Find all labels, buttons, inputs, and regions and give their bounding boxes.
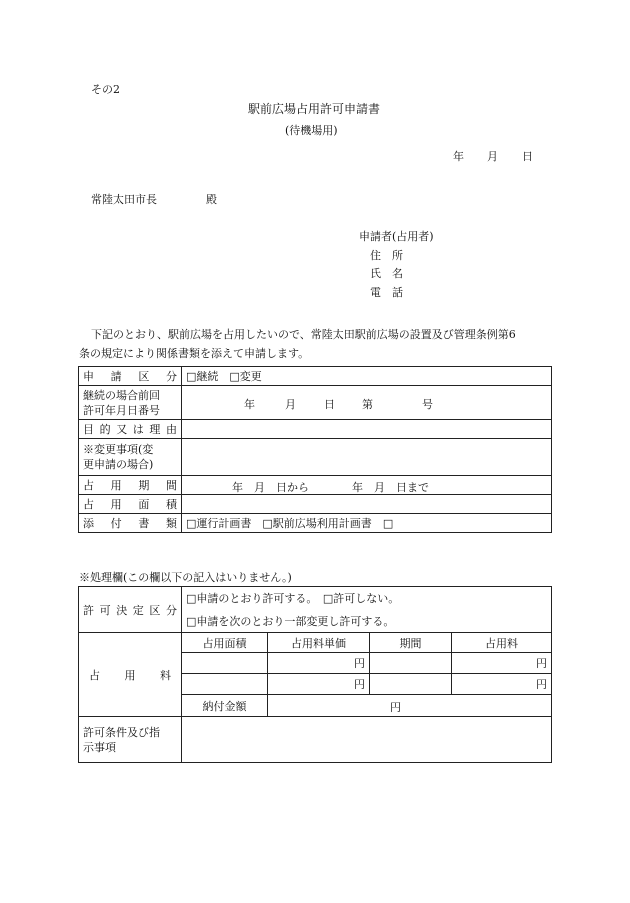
checkbox-partial-approve[interactable]: □申請を次のとおり一部変更し許可する。 bbox=[186, 614, 395, 628]
date-month: 月 bbox=[487, 150, 498, 163]
intro-line-1: 下記のとおり、駅前広場を占用したいので、常陸太田駅前広場の設置及び管理条例第6 bbox=[91, 328, 516, 341]
fee-amount-1[interactable]: 円 bbox=[452, 653, 552, 674]
previous-permit-field[interactable]: 年 月 日 第 号 bbox=[182, 386, 552, 420]
payment-label: 納付金額 bbox=[182, 695, 268, 717]
fee-period-1[interactable] bbox=[370, 653, 452, 674]
fee-unit-1[interactable]: 円 bbox=[268, 653, 370, 674]
row-previous-permit bbox=[79, 386, 552, 420]
date-year: 年 bbox=[453, 150, 464, 163]
row-period bbox=[79, 476, 552, 495]
honorific: 殿 bbox=[206, 193, 217, 206]
applicant-phone-label: 電 話 bbox=[370, 286, 403, 299]
checkbox-operation-plan[interactable]: □運行計画書 bbox=[186, 517, 252, 530]
application-table bbox=[78, 366, 552, 533]
document-subtitle: (待機場用) bbox=[285, 124, 338, 137]
checkbox-other[interactable]: □ bbox=[382, 517, 394, 530]
fee-area-2[interactable] bbox=[182, 674, 268, 695]
row-fee-header bbox=[79, 633, 552, 653]
applicant-address-label: 住 所 bbox=[370, 249, 403, 262]
fee-amount-2[interactable]: 円 bbox=[452, 674, 552, 695]
fee-area-1[interactable] bbox=[182, 653, 268, 674]
conditions-label: 許可条件及び指 示事項 bbox=[79, 717, 182, 763]
period-field[interactable]: 年 月 日から 年 月 日まで bbox=[182, 476, 552, 495]
addressee: 常陸太田市長 bbox=[91, 193, 157, 206]
row-decision-1 bbox=[79, 587, 552, 610]
row-change-items bbox=[79, 439, 552, 476]
area-field[interactable] bbox=[182, 495, 552, 514]
conditions-field[interactable] bbox=[182, 717, 552, 763]
checkbox-approve[interactable]: □申請のとおり許可する。 bbox=[186, 592, 312, 606]
row-purpose bbox=[79, 420, 552, 439]
fee-label: 占 用 料 bbox=[89, 668, 171, 682]
processing-heading: ※処理欄(この欄以下の記入はいりません。) bbox=[79, 571, 292, 584]
col-area: 占用面積 bbox=[182, 633, 268, 653]
applicant-heading: 申請者(占用者) bbox=[359, 230, 434, 243]
row-conditions bbox=[79, 717, 552, 763]
application-type-label: 申 請 区 分 bbox=[83, 370, 177, 383]
form-number: その2 bbox=[91, 83, 120, 96]
payment-amount[interactable]: 円 bbox=[268, 695, 552, 717]
attachments-label: 添 付 書 類 bbox=[83, 517, 177, 530]
processing-table bbox=[78, 586, 552, 763]
change-items-field[interactable] bbox=[182, 439, 552, 476]
previous-permit-label: 継続の場合前回 許可年月日番号 bbox=[79, 386, 182, 420]
intro-line-2: 条の規定により関係書類を添えて申請します。 bbox=[79, 347, 310, 360]
change-items-label: ※変更事項(変 更申請の場合) bbox=[79, 439, 182, 476]
row-attachments bbox=[79, 514, 552, 533]
purpose-field[interactable] bbox=[182, 420, 552, 439]
date-day: 日 bbox=[522, 150, 533, 163]
fee-unit-2[interactable]: 円 bbox=[268, 674, 370, 695]
period-label: 占 用 期 間 bbox=[83, 479, 177, 492]
fee-period-2[interactable] bbox=[370, 674, 452, 695]
checkbox-usage-plan[interactable]: □駅前広場利用計画書 bbox=[262, 517, 372, 530]
purpose-label: 目 的 又 は 理 由 bbox=[83, 423, 177, 436]
decision-label: 許 可 決 定 区 分 bbox=[83, 603, 177, 617]
area-label: 占 用 面 積 bbox=[83, 498, 177, 511]
col-unit-price: 占用料単価 bbox=[268, 633, 370, 653]
row-area bbox=[79, 495, 552, 514]
checkbox-continue[interactable]: □継続 bbox=[186, 370, 219, 383]
document-title: 駅前広場占用許可申請書 bbox=[248, 102, 381, 116]
checkbox-deny[interactable]: □許可しない。 bbox=[322, 592, 400, 606]
checkbox-change[interactable]: □変更 bbox=[229, 370, 262, 383]
col-period: 期間 bbox=[370, 633, 452, 653]
applicant-name-label: 氏 名 bbox=[370, 267, 403, 280]
col-fee: 占用料 bbox=[452, 633, 552, 653]
row-application-type bbox=[79, 367, 552, 386]
